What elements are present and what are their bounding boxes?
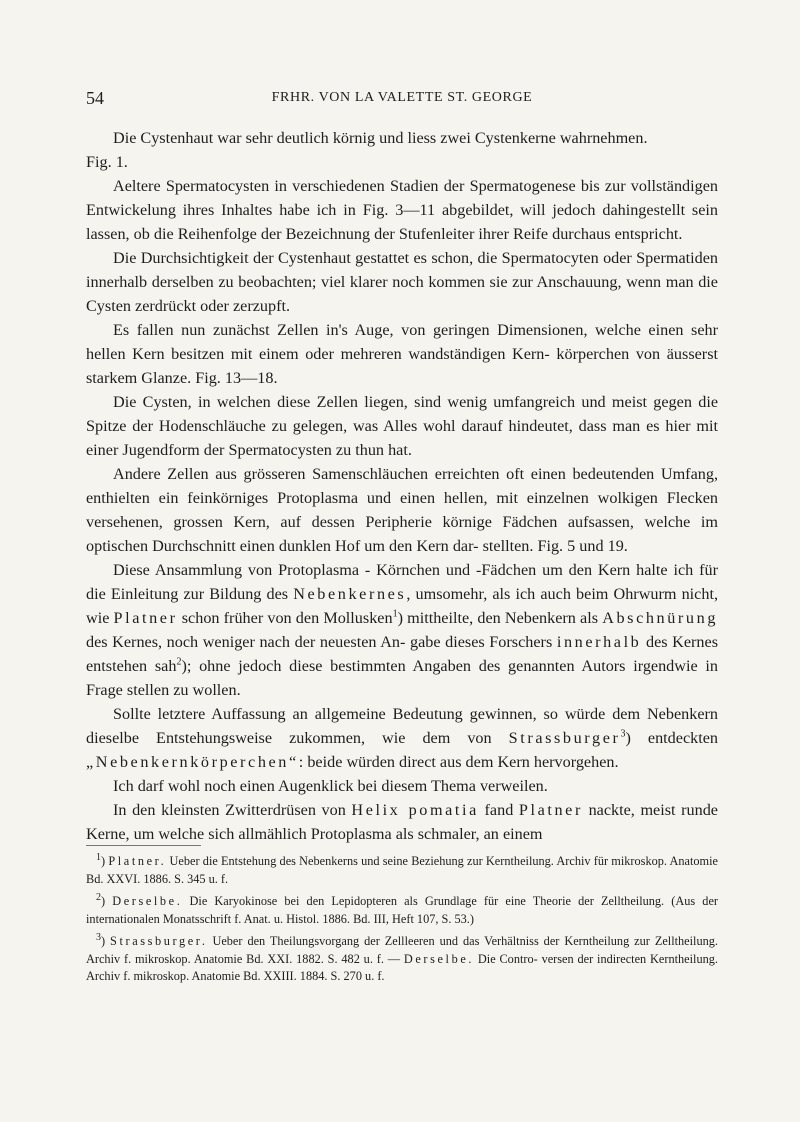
author-name: Platner xyxy=(518,801,583,819)
footnote-rule xyxy=(86,845,201,846)
paragraph: Es fallen nun zunächst Zellen in's Auge, von geringen Dimensionen, welche einen sehr hellen Kern besitzen mit einem oder mehreren wandständigen Kern- körperchen von äusserst starkem Glanze. Fig. 13—18. xyxy=(86,321,718,387)
spaced-term: „Nebenkernkörperchen“ xyxy=(86,753,299,771)
footnote-author: Platner. xyxy=(108,854,167,868)
paragraph: Die Durchsichtigkeit der Cystenhaut gestattet es schon, die Spermatocyten oder Spermatiden innerhalb derselben zu beobachten; viel klarer noch kommen sie zur Anschauung, wenn man die Cysten zerdrückt oder zerzupft. xyxy=(86,249,718,315)
page-header xyxy=(86,88,718,110)
text-run: Sollte letztere Auffassung an allgemeine Bedeutung gewinnen, so würde dem Nebenkern dieselbe Entstehungsweise zukommen, wie dem von xyxy=(86,705,718,747)
footnote-mark: 2 xyxy=(176,656,182,668)
text-run: des Kernes, noch weniger nach der neuesten An- gabe dieses Forschers xyxy=(86,633,557,651)
footnote: $^2$) Derselbe. Die Karyokinose bei den Lepidopteren als Grundlage für eine Theorie der Zelltheilung. (Aus der internationalen Monatsschrift f. Anat. u. Histol. 1886. Bd. III, Heft 107, S. 53.) xyxy=(86,891,718,926)
text-run: , umsomehr, als ich auch beim Ohrwurm nicht, wie xyxy=(86,585,718,627)
paragraph-text: Die Cystenhaut war sehr deutlich körnig und liess zwei Cystenkerne wahrnehmen. xyxy=(113,129,648,147)
footnote-author: Derselbe. xyxy=(403,951,475,966)
author-name: Strassburger xyxy=(508,729,621,747)
footnote-text: Ueber die Entstehung des Nebenkerns und seine Beziehung zur Kerntheilung. Archiv für mikroskop. Anatomie Bd. XXVI. 1886. S. 345 u. f. xyxy=(86,854,719,886)
text-run: ) mittheilte, den Nebenkern als xyxy=(397,609,603,627)
text-run: fand xyxy=(478,801,519,819)
footnote-number: 3 xyxy=(96,931,101,943)
text-run: ) entdeckten xyxy=(625,729,719,747)
text-run: : beide würden direct aus dem Kern hervorgehen. xyxy=(298,753,619,771)
text-run: ); ohne jedoch diese bestimmten Angaben des genannten Autors irgendwie in Frage stellen zu wollen. xyxy=(86,657,718,699)
page-number: 54 xyxy=(86,88,104,108)
paragraph xyxy=(86,798,718,846)
spaced-term: Nebenkernes xyxy=(293,585,407,603)
figure-reference: Fig. 1. xyxy=(86,153,128,171)
footnote: $^3$) Strassburger. Ueber den Theilungsvorgang der Zellleeren und das Verhältniss der Kerntheilung zur Zelltheilung. Archiv f. mikroskop. Anatomie Bd. XXI. 1882. S. 482 u. f. — Derselbe. Die Contro- versen der indirecten Kerntheilung. Archiv f. mikroskop. Anatomie Bd. XXIII. 1884. S. 270 u. f. xyxy=(86,931,718,983)
paragraph xyxy=(86,150,718,174)
body-text xyxy=(86,126,718,846)
footnotes xyxy=(86,853,718,991)
footnote-text: Ueber den Theilungsvorgang der Zellleeren und das Verhältniss der Kerntheilung zur Zelltheilung. Archiv f. mikroskop. Anatomie Bd. XXI. 1882. S. 482 u. f. — xyxy=(86,934,718,966)
footnote-mark: 3 xyxy=(620,728,626,740)
paragraph: Aeltere Spermatocysten in verschiedenen Stadien der Spermatogenese bis zur vollständigen Entwickelung ihres Inhaltes habe ich in Fig. 3—11 abgebildet, will jedoch dahingestellt sein lassen, ob die Reihenfolge der Bezeichnung der Stufenleiter ihrer Reife durchaus entspricht. xyxy=(86,177,718,243)
paragraph: Die Cysten, in welchen diese Zellen liegen, sind wenig umfangreich und meist gegen die Spitze der Hodenschläuche zu gelegen, was Alles wohl darauf hindeutet, dass man es hier mit einer Jugendform der Spermatocysten zu thun hat. xyxy=(86,393,718,459)
footnote-text: Die Contro- versen der indirecten Kerntheilung. Archiv f. mikroskop. Anatomie Bd. XXIII. 1884. S. 270 u. f. xyxy=(86,951,718,983)
paragraph xyxy=(86,702,718,774)
text-run: In den kleinsten Zwitterdrüsen von xyxy=(113,801,352,819)
paragraph: Andere Zellen aus grösseren Samenschläuchen erreichten oft einen bedeutenden Umfang, enthielten ein feinkörniges Protoplasma und einen hellen, mit einzelnen wolkigen Flecken versehenen, grossen Kern, auf dessen Peripherie körnige Fädchen aufsassen, welche im optischen Durchschnitt einen dunklen Hof um den Kern dar- stellten. Fig. 5 und 19. xyxy=(86,465,718,555)
footnote-author: Strassburger. xyxy=(110,934,208,948)
footnote-number: 1 xyxy=(96,851,101,863)
text-run: des Kernes entstehen sah xyxy=(86,633,718,675)
paragraph: Ich darf wohl noch einen Augenklick bei diesem Thema verweilen. xyxy=(113,777,548,795)
footnote-author: Derselbe. xyxy=(112,894,183,908)
footnote: $^1$) Platner. Ueber die Entstehung des Nebenkerns und seine Beziehung zur Kerntheilung. Archiv für mikroskop. Anatomie Bd. XXVI. 1886. S. 345 u. f. xyxy=(86,851,719,886)
text-run: nackte, meist runde Kerne, um welche sich allmählich Protoplasma als schmaler, an einem xyxy=(86,801,718,843)
species-name: Helix pomatia xyxy=(351,801,479,819)
text-run: schon früher von den Mollusken xyxy=(177,609,393,627)
footnote-mark: 1 xyxy=(392,608,398,620)
paragraph xyxy=(86,126,718,150)
spaced-term: Abschnürung xyxy=(602,609,719,627)
author-name: Platner xyxy=(113,609,178,627)
spaced-term: innerhalb xyxy=(556,633,642,651)
footnote-text: Die Karyokinose bei den Lepidopteren als Grundlage für eine Theorie der Zelltheilung. (Aus der internationalen Monatsschrift f. Anat. u. Histol. 1886. Bd. III, Heft 107, S. 53.) xyxy=(86,894,718,926)
footnote-number: 2 xyxy=(96,891,101,903)
paragraph xyxy=(86,558,718,702)
running-head: FRHR. VON LA VALETTE ST. GEORGE xyxy=(271,90,533,105)
text-run: Diese Ansammlung von Protoplasma - Körnchen und -Fädchen um den Kern halte ich für die Einleitung zur Bildung des xyxy=(86,561,718,603)
